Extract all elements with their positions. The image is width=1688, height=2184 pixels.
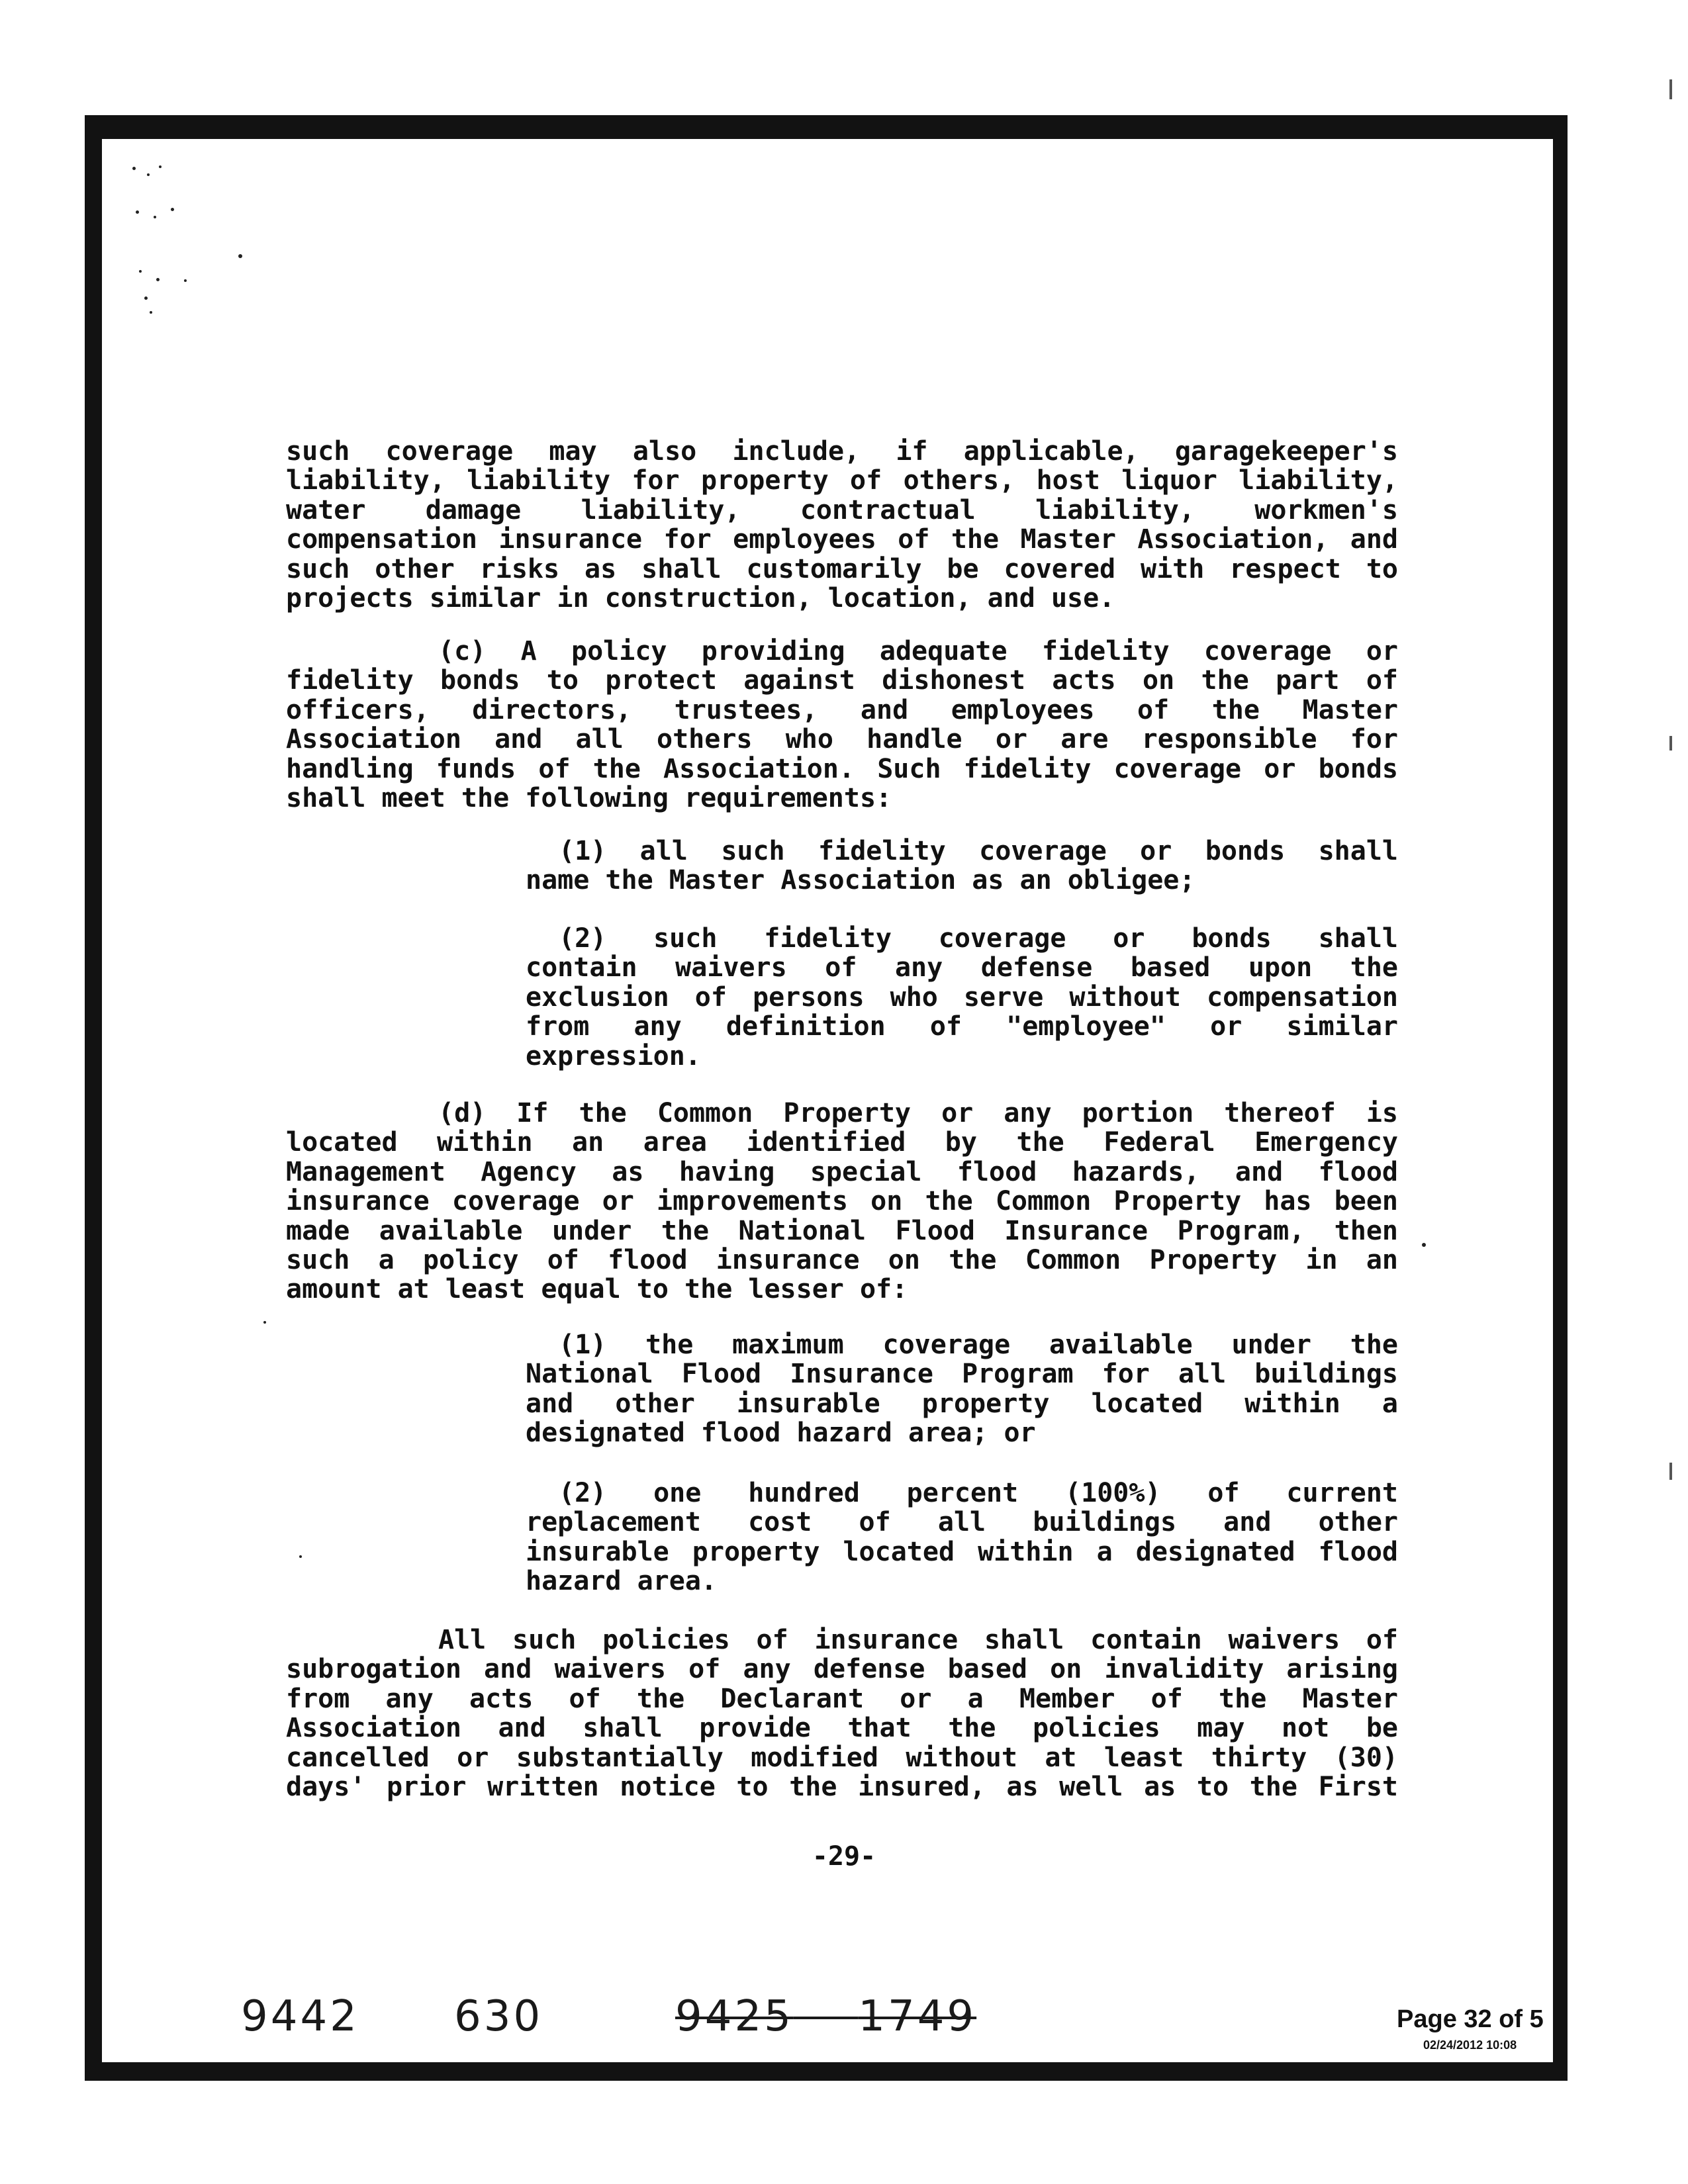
text-line: designated flood hazard area; or — [526, 1418, 1036, 1449]
subparagraph-c1 — [526, 837, 1398, 895]
text-line: replacement cost of all buildings and other — [526, 1507, 1398, 1538]
text-line: such a policy of flood insurance on the Common Property in an — [286, 1245, 1398, 1276]
subparagraph-d2 — [526, 1479, 1398, 1596]
struck-page: 1749 — [858, 1992, 977, 2041]
text-line: Management Agency as having special flood hazards, and flood — [286, 1156, 1398, 1187]
text-line: projects similar in construction, location, and use. — [286, 583, 1115, 614]
text-line: located within an area identified by the Federal Emergency — [286, 1127, 1398, 1158]
text-line: hazard area. — [526, 1566, 717, 1597]
struck-reference — [675, 1992, 976, 2041]
text-line: expression. — [526, 1040, 701, 1071]
text-line: insurance coverage or improvements on the Common Property has been — [286, 1186, 1398, 1217]
text-line: made available under the National Flood Insurance Program, then — [286, 1215, 1398, 1246]
text-line: and other insurable property located within a — [526, 1388, 1398, 1419]
text-line: such other risks as shall customarily be covered with respect to — [286, 553, 1398, 584]
text-line: Association and all others who handle or are responsible for — [286, 724, 1398, 755]
struck-book: 9425 — [675, 1992, 794, 2041]
page-reference: 630 — [454, 1992, 543, 2041]
text-line: fidelity bonds to protect against dishonest acts on the part of — [286, 665, 1398, 696]
text-line: officers, directors, trustees, and employees of the Master — [286, 694, 1398, 725]
text-line: insurable property located within a designated flood — [526, 1536, 1398, 1567]
text-line: (d) If the Common Property or any portion thereof is — [438, 1098, 1398, 1128]
paragraph-continuation — [286, 437, 1398, 613]
text-line: days' prior written notice to the insured, as well as to the First — [286, 1772, 1398, 1803]
text-line: from any definition of "employee" or similar — [526, 1011, 1398, 1042]
edge-mark — [1669, 79, 1672, 99]
text-line: National Flood Insurance Program for all buildings — [526, 1359, 1398, 1390]
text-line: liability, liability for property of others, host liquor liability, — [286, 465, 1398, 496]
text-line: compensation insurance for employees of the Master Association, and — [286, 524, 1398, 555]
subparagraph-d1 — [526, 1330, 1398, 1448]
text-line: (1) the maximum coverage available under the — [559, 1330, 1398, 1360]
date-stamp: 02/24/2012 10:08 — [1423, 2038, 1517, 2052]
paragraph-d — [286, 1099, 1398, 1304]
page-number: -29- — [812, 1841, 876, 1872]
subparagraph-c2 — [526, 924, 1398, 1071]
text-line: subrogation and waivers of any defense based on invalidity arising — [286, 1654, 1398, 1685]
text-line: (1) all such fidelity coverage or bonds shall — [559, 836, 1398, 866]
text-line: All such policies of insurance shall contain waivers of — [438, 1625, 1398, 1655]
paragraph-final — [286, 1625, 1398, 1801]
text-line: shall meet the following requirements: — [286, 783, 892, 814]
page-counter: Page 32 of 5 — [1397, 2005, 1544, 2033]
book-number: 9442 — [241, 1992, 359, 2041]
text-line: from any acts of the Declarant or a Member of the Master — [286, 1683, 1398, 1714]
text-line: water damage liability, contractual liability, workmen's — [286, 494, 1398, 525]
paragraph-c — [286, 637, 1398, 813]
text-line: handling funds of the Association. Such fidelity coverage or bonds — [286, 753, 1398, 784]
text-line: contain waivers of any defense based upon the — [526, 952, 1398, 983]
text-line: cancelled or substantially modified without at least thirty (30) — [286, 1742, 1398, 1773]
text-line: such coverage may also include, if applicable, garagekeeper's — [286, 436, 1398, 467]
text-line: (c) A policy providing adequate fidelity coverage or — [438, 636, 1398, 666]
text-line: name the Master Association as an obligee; — [526, 865, 1196, 896]
text-line: Association and shall provide that the policies may not be — [286, 1713, 1398, 1744]
edge-mark — [1669, 736, 1672, 751]
edge-mark — [1669, 1463, 1672, 1480]
text-line: exclusion of persons who serve without compensation — [526, 981, 1398, 1013]
text-line: amount at least equal to the lesser of: — [286, 1274, 908, 1305]
text-line: (2) such fidelity coverage or bonds shall — [559, 923, 1398, 954]
text-line: (2) one hundred percent (100%) of current — [559, 1478, 1398, 1508]
